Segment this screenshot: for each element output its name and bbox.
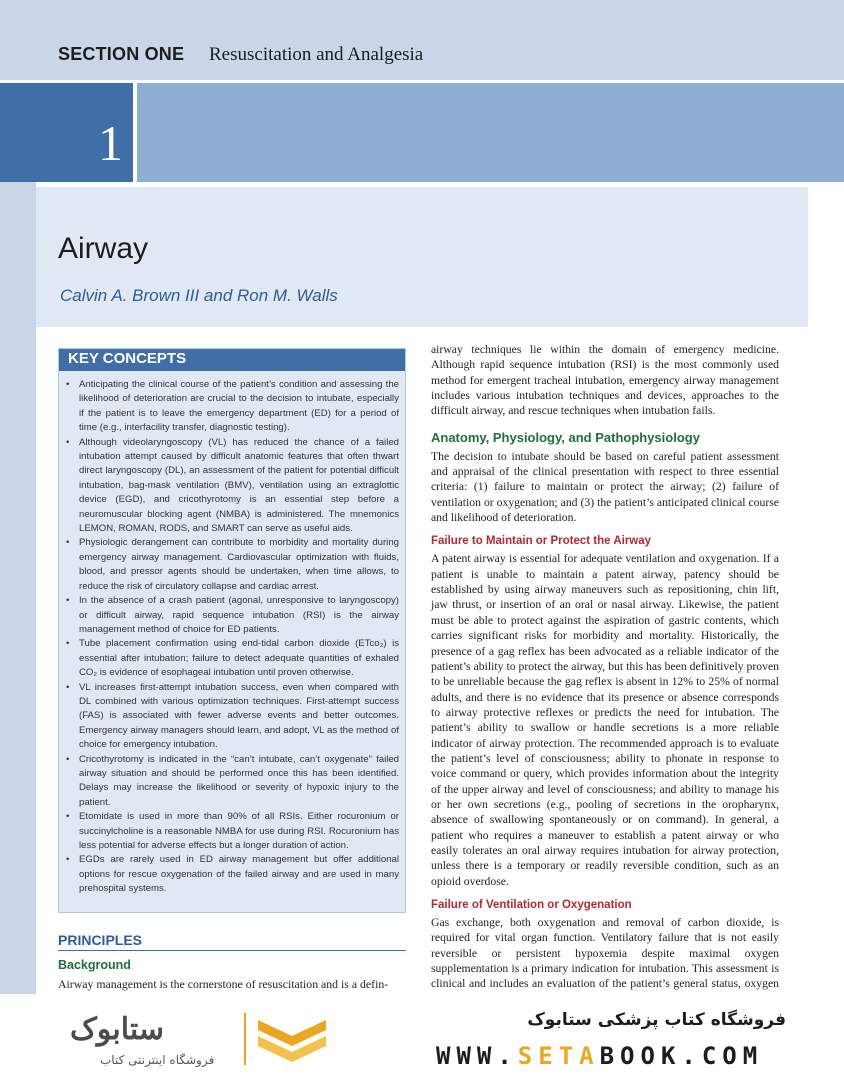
chapter-title: Airway [58, 232, 149, 265]
section-header-bar [0, 0, 844, 80]
key-concepts-list [65, 378, 399, 897]
chapter-number-box [0, 83, 133, 182]
anatomy-paragraph: The decision to intubate should be based on careful patient assessment and appraisal of the clinical presentation with respect to three essential criteria: (1) failure to maintain or protect the airway; (2) failure of ventilation or oxygenation; and (3) the patient’s anticipated clinical course and likelihood of deterioration. [431, 449, 779, 525]
store-name: فروشگاه کتاب پزشکی ستابوک [527, 1010, 786, 1030]
chapter-authors: Calvin A. Brown III and Ron M. Walls [60, 286, 338, 305]
intro-paragraph: airway techniques lie within the domain of emergency medicine. Although rapid sequence intubation (RSI) is the most commonly used method for emergent tracheal intubation, emergency airway management includes various intubation techniques and devices, approaches to the difficult airway, and rescue techniques when intubation fails. [431, 343, 779, 418]
store-logo-subtitle: فروشگاه اینترنتی کتاب [100, 1053, 215, 1067]
anatomy-heading: Anatomy, Physiology, and Pathophysiology [431, 429, 700, 445]
background-paragraph: Airway management is the cornerstone of resuscitation and is a defin- [58, 977, 389, 991]
store-url-highlight: SETA [517, 1042, 600, 1070]
key-concept-item: • Tube placement confirmation using end-tidal carbon dioxide (ETco₂) is essential after intubation; failure to detect adequate quantities of exhaled CO₂ is evidence of esophageal intubation until proven otherwise. [65, 637, 399, 680]
background-subheading: Background [58, 958, 131, 972]
store-logo-text: ستابوک [70, 1013, 165, 1046]
key-concept-item: • Cricothyrotomy is indicated in the “can’t intubate, can’t oxygenate” failed airway situation and should be performed once this has been identified. Delays may increase the likelihood or severity of hypoxic injury to the patient. [65, 753, 399, 811]
principles-rule [58, 950, 406, 951]
store-url-suffix: BOOK.COM [599, 1042, 764, 1070]
store-url-prefix: WWW. [436, 1042, 518, 1070]
logo-divider [244, 1013, 246, 1065]
key-concepts-title: KEY CONCEPTS [68, 350, 187, 367]
key-concept-item: • VL increases first-attempt intubation success, even when compared with DL combined with various optimization techniques. First-attempt success (FAS) is associated with fewer adverse events and better outcomes. Emergency airway managers should learn, and adopt, VL as the method of choice for emergency intubation. [65, 681, 399, 753]
book-stack-icon [254, 1016, 330, 1068]
right-column [431, 342, 779, 1007]
key-concepts-box [58, 348, 406, 913]
key-concept-item: • Physiologic derangement can contribute to morbidity and mortality during emergency airway management. Cardiovascular optimization with fluids, blood, and pressor agents should be undertaken, when time allows, to reduce the risk of circulatory collapse and cardiac arrest. [65, 536, 399, 594]
key-concept-item: • Etomidate is used in more than 90% of all RSIs. Either rocuronium or succinylcholine is a reasonable NMBA for use during RSI. Rocuronium has less potential for adverse effects but a longer duration of action. [65, 810, 399, 853]
key-concept-item: • In the absence of a crash patient (agonal, unresponsive to laryngoscopy) or difficult airway, rapid sequence intubation (RSI) is the airway management method of choice for ED patients. [65, 594, 399, 637]
key-concept-item: • Although videolaryngoscopy (VL) has reduced the chance of a failed intubation attempt caused by difficult anatomic features that often thwart direct laryngoscopy (DL), an assessment of the patient for potential difficult intubation, bag-mask ventilation (BMV), ventilation using an extraglottic device (EGD), and cricothyrotomy is an essential step before a neuromuscular blocking agent (NMBA) is administered. The mnemonics LEMON, ROMAN, RODS, and SMART can serve as useful aids. [65, 436, 399, 537]
left-margin-strip [0, 182, 36, 994]
chapter-title-area [36, 187, 844, 327]
key-concepts-header [59, 349, 405, 371]
section-label: SECTION ONE [58, 44, 185, 64]
principles-heading: PRINCIPLES [58, 932, 143, 948]
chapter-number: 1 [98, 115, 123, 171]
failure-ventilation-heading: Failure of Ventilation or Oxygenation [431, 899, 632, 911]
key-concept-item: • EGDs are rarely used in ED airway management but offer additional options for rescue oxygenation of the failed airway and are used in many prehospital systems. [65, 853, 399, 896]
failure-maintain-paragraph: A patent airway is essential for adequate ventilation and oxygenation. If a patient is unable to maintain a patent airway, patency should be established by using airway maneuvers such as repositioning, chin lift, jaw thrust, or insertion of an oral or nasal airway. Likewise, the patient must be able to protect against the aspiration of gastric contents, which carries significant risks for morbidity and mortality. Historically, the presence of a gag reflex has been advocated as a reliable indicator of the patient’s ability to protect the airway, but this has been definitively proven to be unreliable because the gag reflex is absent in 12% to 25% of normal adults, and there is no evidence that its presence or absence corresponds to airway protective reflexes or predicts the need for intubation. The patient’s ability to swallow or handle secretions is a more reliable indicator of airway protection. The recommended approach is to evaluate the patient’s level of consciousness; ability to phonate in response to voice command or query, which provides information about the integrity of the upper airway and level of consciousness; and ability to manage his or her own secretions (e.g., pooling of secretions in the oropharynx, absence of swallowing spontaneously or on command). In general, a patient who requires a maneuver to establish a patent airway or who easily tolerates an oral airway requires intubation for airway protection, unless there is a temporary or readily reversible condition, such as an opioid overdose. [431, 552, 779, 888]
chapter-band [137, 83, 844, 182]
failure-maintain-heading: Failure to Maintain or Protect the Airway [431, 535, 652, 548]
right-margin [808, 187, 844, 994]
failure-ventilation-paragraph: Gas exchange, both oxygenation and removal of carbon dioxide, is required for vital organ function. Ventilatory failure that is not easily reversible or persistent hypoxemia despite maximal oxygen supplementation is a primary indication for intubation. This assessment is clinical and includes an evaluation of the patient’s general status, oxygen [431, 916, 779, 991]
store-url[interactable] [436, 1042, 763, 1070]
key-concept-item: • Anticipating the clinical course of the patient’s condition and assessing the likelihood of deterioration are crucial to the decision to intubate, especially if the patient is to leave the emergency department (ED) for a period of time (e.g., interfacility transfer, diagnostic testing). [65, 378, 399, 436]
section-title: Resuscitation and Analgesia [209, 44, 424, 65]
